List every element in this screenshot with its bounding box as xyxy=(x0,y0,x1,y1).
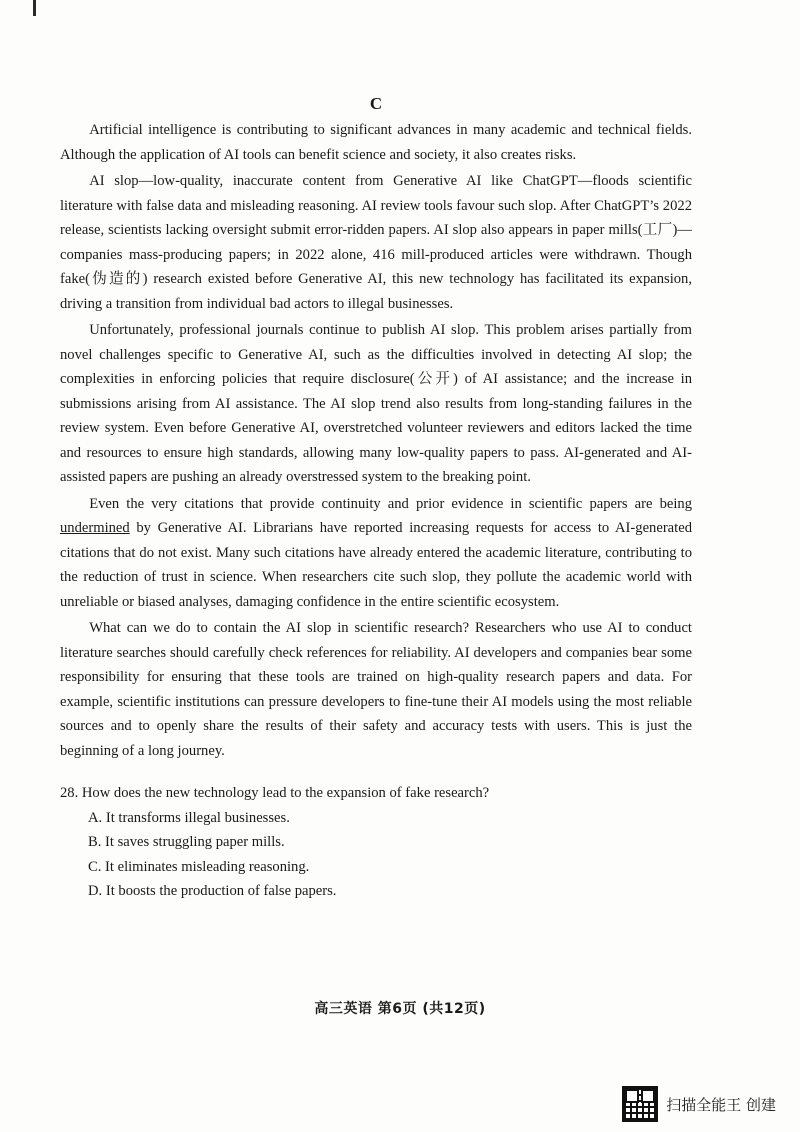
exam-page xyxy=(60,94,692,904)
option-d: D. It boosts the production of false papers. xyxy=(88,883,337,899)
paragraph-1: Artificial intelligence is contributing to significant advances in many academic and technical fields. Although the application of AI tools can benefit science and society, it also creates risks. xyxy=(60,122,692,163)
option-a: A. It transforms illegal businesses. xyxy=(88,809,290,826)
qr-code-icon xyxy=(622,1086,658,1122)
question-stem: 28. How does the new technology lead to the expansion of fake research? xyxy=(60,785,490,801)
paragraph-3: Unfortunately, professional journals continue to publish AI slop. This problem arises partially from novel challenges specific to Generative AI, such as the difficulties involved in detecting AI slop; the complexities in enforcing policies that require disclosure(公开) of AI assistance; and the increase in submissions arising from AI assistance. The AI slop trend also results from long-standing failures in the review system. Even before Generative AI, overstretched volunteer reviewers and editors lacked the time and resources to ensure high standards, allowing many low-quality papers to pass. AI-generated and AI-assisted papers are pushing an already overstressed system to the breaking point. xyxy=(60,322,692,485)
watermark-text: 扫描全能王 创建 xyxy=(666,1095,776,1114)
paragraph-4-end: by Generative AI. Librarians have reported increasing requests for access to AI-generated citations that do not exist. Many such citations have already entered the academic literature, contributing to the reduction of trust in science. When researchers cite such slop, they pollute the academic world with unreliable or biased analyses, damaging confidence in the entire scientific ecosystem. xyxy=(60,520,692,610)
page-footer: 高三英语 第6页 (共12页) xyxy=(314,1001,486,1017)
scan-edge-mark xyxy=(33,0,36,16)
paragraph-4-start: Even the very citations that provide continuity and prior evidence in scientific papers are being xyxy=(89,495,692,512)
option-c: C. It eliminates misleading reasoning. xyxy=(88,858,310,875)
paragraph-2: AI slop—low-quality, inaccurate content from Generative AI like ChatGPT—floods scientific literature with false data and misleading reasoning. AI review tools favour such slop. After ChatGPT’s 2022 release, scientists lacking oversight submit error-ridden papers. AI slop also appears in paper mills(工厂)—companies mass-producing papers; in 2022 alone, 416 mill-produced articles were withdrawn. Though fake(伪造的) research existed before Generative AI, this new technology has facilitated its expansion, driving a transition from individual bad actors to illegal businesses. xyxy=(60,173,692,312)
paragraph-5: What can we do to contain the AI slop in scientific research? Researchers who use AI to conduct literature searches should carefully check references for reliability. AI developers and companies bear some responsibility for ensuring that these tools are trained on high-quality research papers and data. For example, scientific institutions can pressure developers to fine-tune their AI models using the most reliable sources and to openly share the results of their safety and accuracy tests with users. This is just the beginning of a long journey. xyxy=(60,620,692,759)
option-b: B. It saves struggling paper mills. xyxy=(88,834,285,850)
paragraph-4 xyxy=(60,492,692,615)
question-28 xyxy=(60,781,692,904)
section-heading: C xyxy=(369,94,383,113)
scanner-watermark xyxy=(622,1086,776,1122)
answer-options xyxy=(60,806,692,904)
underlined-word: undermined xyxy=(60,520,130,536)
